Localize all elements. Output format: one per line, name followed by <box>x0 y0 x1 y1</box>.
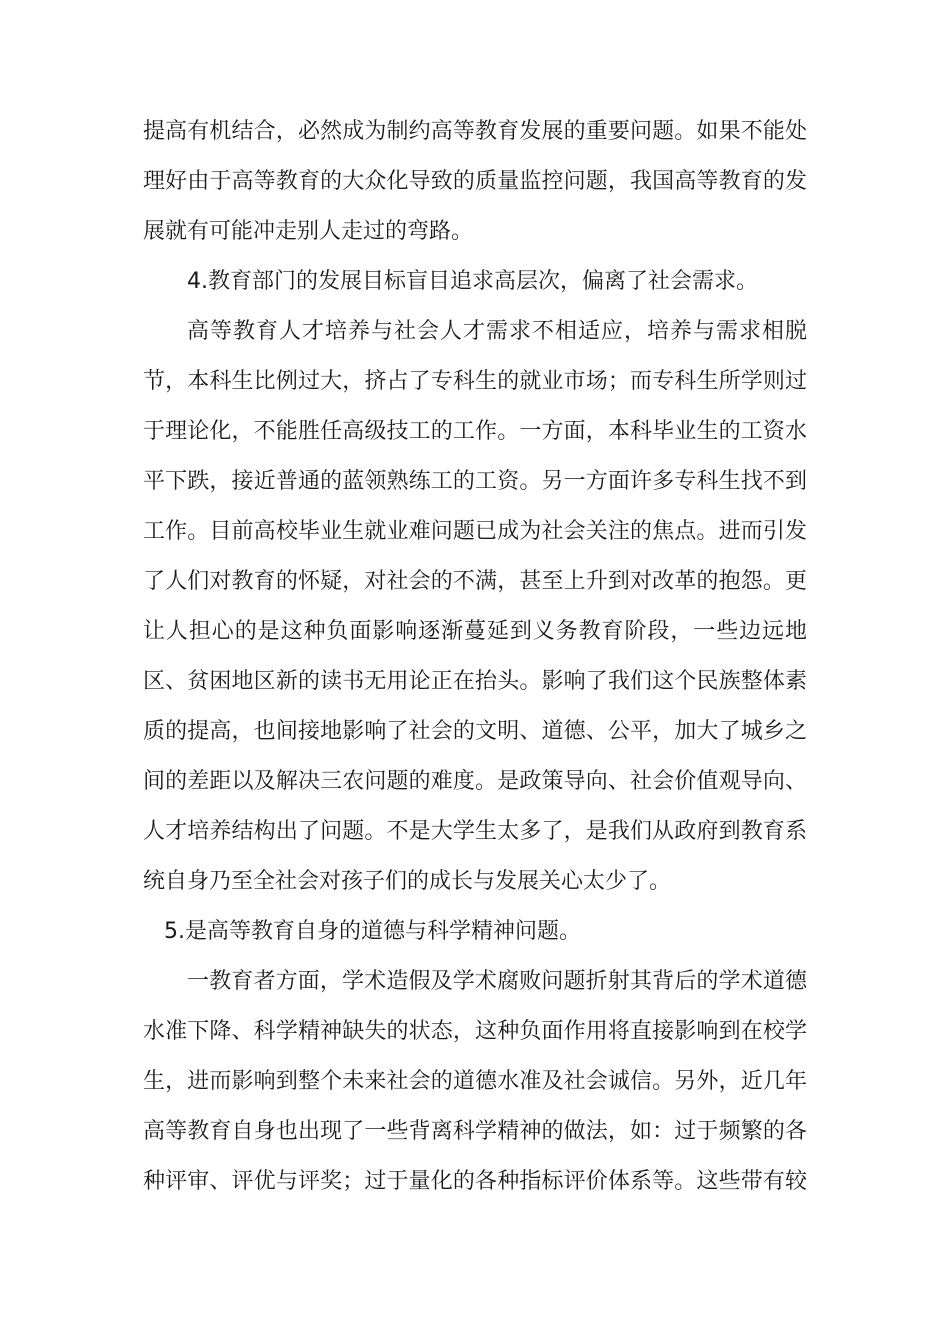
paragraph-line: 高等教育自身也出现了一些背离科学精神的做法，如：过于频繁的各 <box>143 1119 807 1144</box>
paragraph-line: 一教育者方面，学术造假及学术腐败问题折射其背后的学术道德 <box>187 969 807 994</box>
paragraph-line: 节，本科生比例过大，挤占了专科生的就业市场；而专科生所学则过 <box>143 369 807 394</box>
paragraph-line: 提高有机结合，必然成为制约高等教育发展的重要问题。如果不能处 <box>143 119 807 144</box>
paragraph-line: 理好由于高等教育的大众化导致的质量监控问题，我国高等教育的发 <box>143 169 807 194</box>
paragraph-line: 区、贫困地区新的读书无用论正在抬头。影响了我们这个民族整体素 <box>143 669 807 694</box>
paragraph-line: 让人担心的是这种负面影响逐渐蔓延到义务教育阶段，一些边远地 <box>143 619 807 644</box>
section-heading-5: 5.是高等教育自身的道德与科学精神问题。 <box>164 919 581 944</box>
paragraph-line: 种评审、评优与评奖；过于量化的各种指标评价体系等。这些带有较 <box>143 1169 807 1194</box>
paragraph-line: 水准下降、科学精神缺失的状态，这种负面作用将直接影响到在校学 <box>143 1019 807 1044</box>
paragraph-line: 统自身乃至全社会对孩子们的成长与发展关心太少了。 <box>143 869 672 894</box>
paragraph-line: 质的提高，也间接地影响了社会的文明、道德、公平，加大了城乡之 <box>143 719 807 744</box>
paragraph-line: 平下跌，接近普通的蓝领熟练工的工资。另一方面许多专科生找不到 <box>143 469 807 494</box>
paragraph-line: 高等教育人才培养与社会人才需求不相适应，培养与需求相脱 <box>187 319 807 344</box>
paragraph-line: 工作。目前高校毕业生就业难问题已成为社会关注的焦点。进而引发 <box>143 519 807 544</box>
paragraph-line: 展就有可能冲走别人走过的弯路。 <box>143 219 474 244</box>
paragraph-line: 生，进而影响到整个未来社会的道德水准及社会诚信。另外，近几年 <box>143 1069 807 1094</box>
paragraph-line: 间的差距以及解决三农问题的难度。是政策导向、社会价值观导向、 <box>143 769 807 794</box>
paragraph-line: 了人们对教育的怀疑，对社会的不满，甚至上升到对改革的抱怨。更 <box>143 569 807 594</box>
paragraph-line: 于理论化，不能胜任高级技工的工作。一方面，本科毕业生的工资水 <box>143 419 807 444</box>
section-heading-4: 4.教育部门的发展目标盲目追求高层次，偏离了社会需求。 <box>187 269 758 294</box>
paragraph-line: 人才培养结构出了问题。不是大学生太多了，是我们从政府到教育系 <box>143 819 807 844</box>
